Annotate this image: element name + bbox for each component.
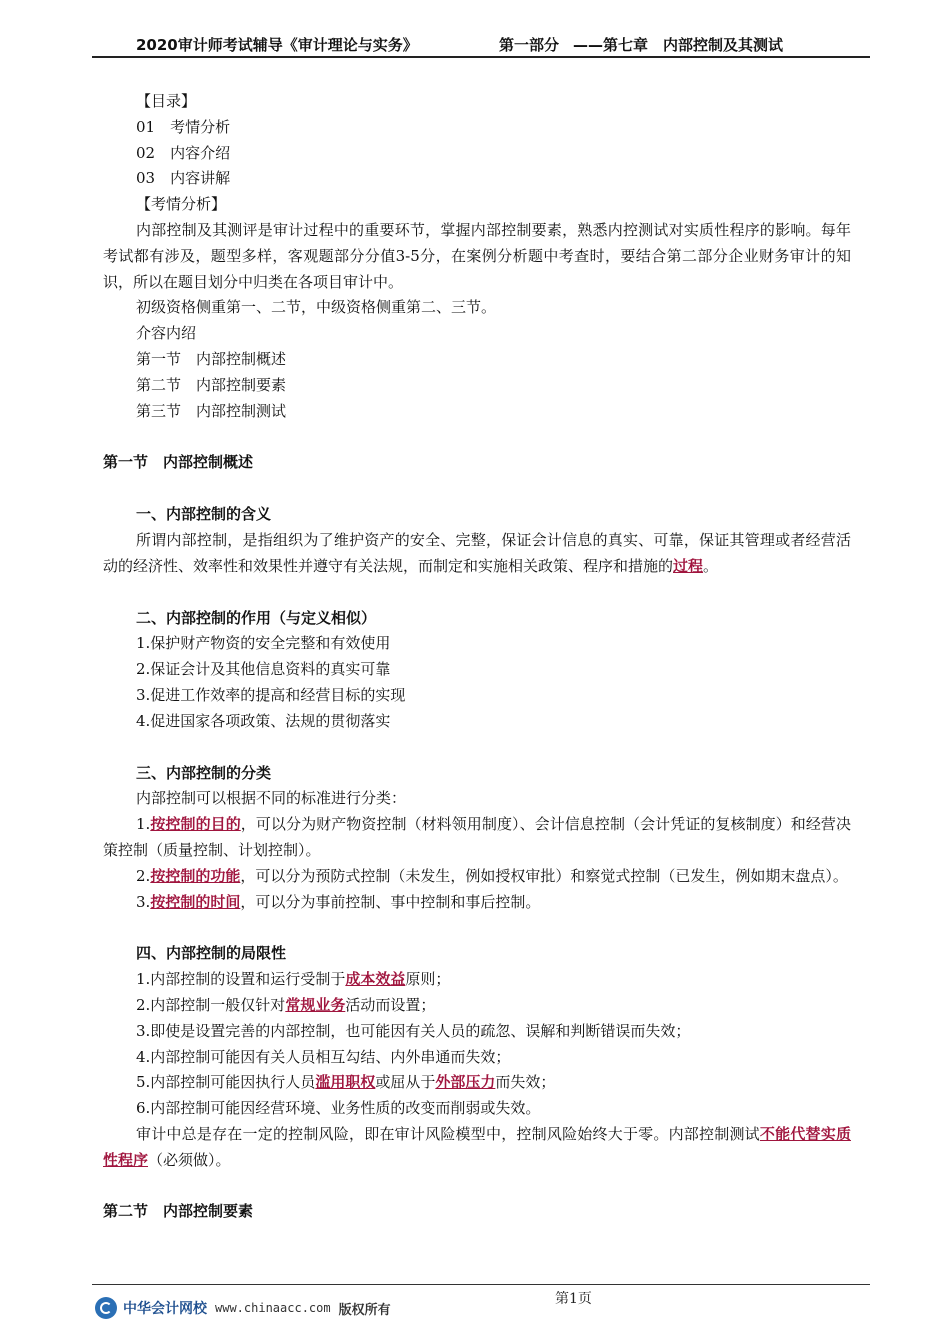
list-text: 而失效； bbox=[495, 1073, 556, 1092]
list-text: 原则； bbox=[405, 970, 451, 989]
list-text: ，可以分为预防式控制（未发生，例如授权审批）和察觉式控制（已发生，例如期末盘点）。 bbox=[240, 866, 848, 885]
brand-name: 中华会计网校 bbox=[123, 1301, 207, 1317]
list-number: 2. bbox=[136, 866, 151, 885]
list-number: 3. bbox=[136, 892, 151, 911]
highlight-term: 常规业务 bbox=[285, 995, 346, 1014]
brand-url: www.chinaacc.com bbox=[215, 1301, 331, 1315]
meaning-paragraph bbox=[103, 528, 851, 580]
intro-item: 第二节 内部控制要素 bbox=[136, 375, 287, 394]
highlight-term: 成本效益 bbox=[345, 970, 406, 989]
page-number: 第1页 bbox=[555, 1291, 592, 1307]
list-item: 4.促进国家各项政策、法规的贯彻落实 bbox=[136, 711, 391, 730]
summary-paragraph bbox=[103, 1122, 851, 1174]
subsection-heading: 三、内部控制的分类 bbox=[136, 763, 272, 782]
header-chapter-title: ——第七章 内部控制及其测试 bbox=[573, 36, 784, 54]
subsection-heading: 一、内部控制的含义 bbox=[136, 505, 272, 524]
highlight-term: 按控制的目的 bbox=[150, 815, 241, 834]
list-item: 3.促进工作效率的提高和经营目标的实现 bbox=[136, 685, 406, 704]
list-text: 活动而设置； bbox=[345, 995, 436, 1014]
toc-title: 【目录】 bbox=[136, 92, 197, 110]
highlight-term: 按控制的时间 bbox=[150, 892, 241, 911]
toc-item: 03 内容讲解 bbox=[136, 169, 231, 188]
list-text: 或屈从于 bbox=[375, 1073, 436, 1092]
footer-divider bbox=[92, 1284, 870, 1285]
highlight-term: 过程 bbox=[673, 556, 704, 575]
list-item bbox=[103, 812, 851, 864]
list-item: 1.保护财产物资的安全完整和有效使用 bbox=[136, 634, 391, 653]
classify-lead: 内部控制可以根据不同的标准进行分类： bbox=[136, 789, 407, 808]
meaning-text: 所谓内部控制，是指组织为了维护资产的安全、完整，保证会计信息的真实、可靠，保证其管理或者经营活动的经济性、效率性和效果性并遵守有关法规，而制定和实施相关政策、程序和措施的 bbox=[103, 530, 851, 575]
list-item bbox=[103, 993, 851, 1019]
subsection-heading: 四、内部控制的局限性 bbox=[136, 944, 287, 963]
copyright-text: 版权所有 bbox=[338, 1302, 391, 1318]
list-text: 1.内部控制的设置和运行受制于 bbox=[136, 970, 346, 989]
section-title: 第二节 内部控制要素 bbox=[103, 1202, 254, 1221]
footer-logo bbox=[95, 1296, 391, 1320]
list-item bbox=[103, 890, 851, 916]
analysis-paragraph: 初级资格侧重第一、二节，中级资格侧重第二、三节。 bbox=[136, 298, 497, 317]
highlight-term: 滥用职权 bbox=[315, 1073, 376, 1092]
list-text: ，可以分为事前控制、事中控制和事后控制。 bbox=[240, 892, 541, 911]
intro-title: 介容内绍 bbox=[136, 324, 197, 343]
intro-item: 第一节 内部控制概述 bbox=[136, 349, 287, 368]
toc-item: 02 内容介绍 bbox=[136, 143, 231, 162]
list-text: 5.内部控制可能因执行人员 bbox=[136, 1073, 316, 1092]
highlight-term: 外部压力 bbox=[435, 1073, 496, 1092]
subsection-heading: 二、内部控制的作用（与定义相似） bbox=[136, 608, 377, 627]
page-header bbox=[92, 30, 870, 58]
list-text: ，可以分为财产物资控制（材料领用制度）、会计信息控制（会计凭证的复核制度）和经营决策控制（质量控制、计划控制）。 bbox=[103, 815, 851, 859]
summary-text: 审计中总是存在一定的控制风险，即在审计风险模型中，控制风险始终大于零。内部控制测试 bbox=[136, 1124, 760, 1143]
toc-item: 01 考情分析 bbox=[136, 117, 231, 136]
list-item: 2.保证会计及其他信息资料的真实可靠 bbox=[136, 660, 391, 679]
document-body bbox=[103, 89, 851, 1225]
highlight-term: 不能代替实质性程序 bbox=[103, 1124, 851, 1169]
list-item bbox=[103, 967, 851, 993]
list-item bbox=[103, 864, 851, 890]
list-item: 4.内部控制可能因有关人员相互勾结、内外串通而失效； bbox=[136, 1047, 511, 1066]
list-number: 1. bbox=[136, 815, 151, 834]
header-chapter bbox=[499, 34, 783, 55]
highlight-term: 按控制的功能 bbox=[150, 866, 241, 885]
analysis-title: 【考情分析】 bbox=[136, 195, 227, 214]
list-item bbox=[103, 1070, 851, 1096]
list-item: 6.内部控制可能因经营环境、业务性质的改变而削弱或失效。 bbox=[136, 1099, 541, 1118]
list-text: 2.内部控制一般仅针对 bbox=[136, 995, 286, 1014]
list-item: 3.即使是设置完善的内部控制，也可能因有关人员的疏忽、误解和判断错误而失效； bbox=[136, 1021, 691, 1040]
header-title: 2020审计师考试辅导《审计理论与实务》 bbox=[136, 36, 418, 54]
brand-logo-icon bbox=[95, 1297, 117, 1319]
intro-item: 第三节 内部控制测试 bbox=[136, 401, 287, 420]
analysis-paragraph: 内部控制及其测评是审计过程中的重要环节，掌握内部控制要素，熟悉内控测试对实质性程序的影响。每年考试都有涉及，题型多样，客观题部分分值3-5分，在案例分析题中考查时，要结合第二部分企业财务审计的知识，所以在题目划分中归类在各项目审计中。 bbox=[103, 220, 851, 291]
section-title: 第一节 内部控制概述 bbox=[103, 453, 254, 472]
summary-text: （必须做）。 bbox=[148, 1150, 231, 1169]
meaning-end: 。 bbox=[703, 556, 719, 575]
header-part: 第一部分 bbox=[499, 36, 560, 54]
